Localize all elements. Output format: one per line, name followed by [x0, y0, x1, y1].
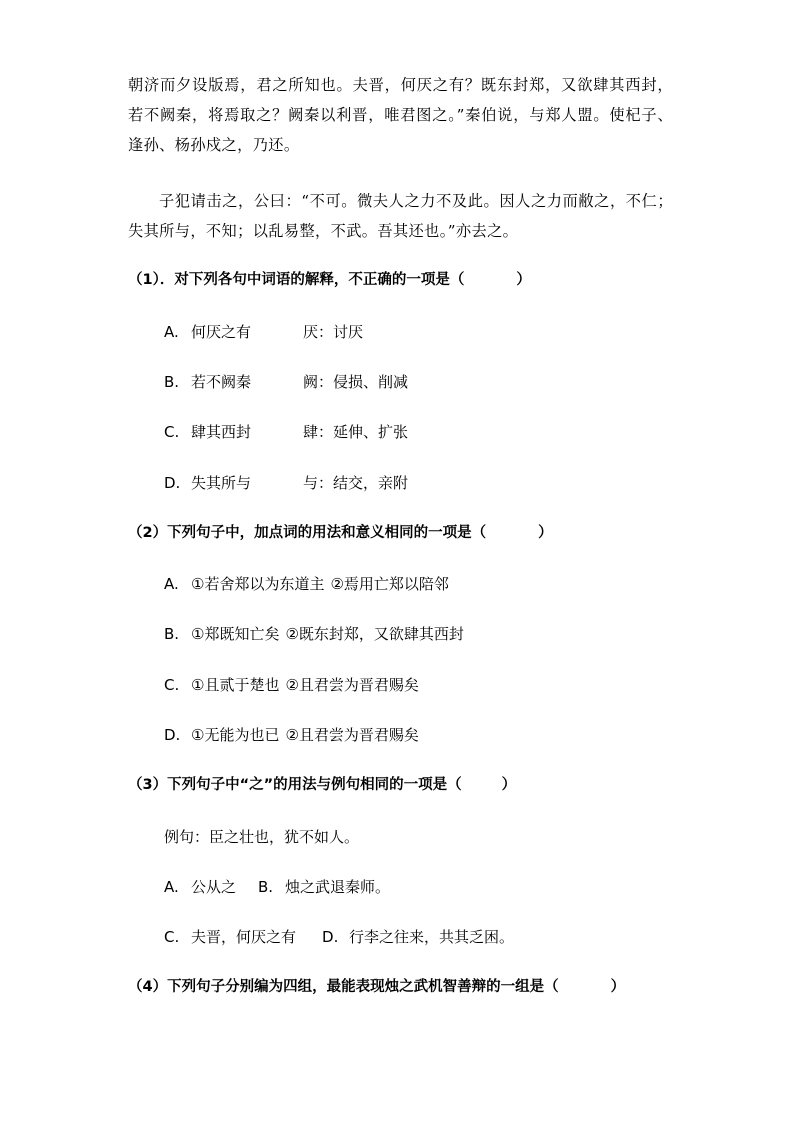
option-meaning: 阙：侵损、削减 [303, 373, 409, 391]
question-3-text: （3）下列句子中“之”的用法与例句相同的一项是（ [128, 777, 462, 793]
question-1-option-d [164, 471, 408, 495]
option-meaning: 厌：讨厌 [303, 323, 364, 341]
option-second: ②既东封郑，又欲肆其西封 [285, 625, 464, 643]
option-letter: C. [164, 676, 180, 694]
option-first: ①郑既知亡矣 [191, 625, 280, 643]
passage-paragraph-2: 子犯请击之，公曰：“不可。微夫人之力不及此。因人之力而敝之，不仁；失其所与，不知；以乱易整，不武。吾其还也。”亦去之。 [128, 192, 673, 240]
question-2-close: ） [538, 525, 553, 541]
option-letter: A. [164, 575, 179, 593]
question-3-close: ） [501, 777, 517, 793]
option-text: 烛之武退秦师。 [285, 878, 391, 896]
option-letter: B. [164, 373, 180, 391]
question-2-option-b [164, 622, 464, 646]
question-4-close: ） [610, 979, 626, 995]
option-letter: B. [164, 625, 180, 643]
option-phrase: 若不阙秦 [191, 373, 252, 391]
question-1-text: （1）．对下列各句中词语的解释，不正确的一项是（ [128, 272, 465, 288]
question-2-option-c [164, 673, 419, 697]
option-letter: C. [164, 423, 180, 441]
option-letter: B. [258, 878, 274, 896]
option-letter: C. [164, 928, 180, 946]
question-2-option-d [164, 723, 419, 747]
question-1-close: ） [516, 272, 531, 288]
option-phrase: 肆其西封 [191, 423, 252, 441]
question-1-option-a [164, 320, 363, 344]
option-first: ①且贰于楚也 [191, 676, 280, 694]
question-2-title [128, 521, 688, 545]
question-1-option-b [164, 370, 408, 394]
option-letter: A. [164, 878, 179, 896]
question-1-title [128, 268, 688, 292]
option-letter: A. [164, 323, 179, 341]
option-second: ②焉用亡郑以陪邻 [330, 575, 449, 593]
question-1-option-c [164, 420, 408, 444]
option-meaning: 与：结交，亲附 [303, 474, 409, 492]
option-phrase: 何厌之有 [191, 323, 252, 341]
question-3-options-row-1 [164, 875, 390, 899]
question-3-example: 例句：臣之壮也，犹不如人。 [164, 828, 360, 846]
question-3-title [128, 773, 688, 797]
option-text: 夫晋，何厌之有 [191, 928, 297, 946]
passage-paragraph-1: 朝济而夕设版焉，君之所知也。夫晋，何厌之有？既东封郑，又欲肆其西封，若不阙秦，将焉取之？阙秦以利晋，唯君图之。”秦伯说，与郑人盟。使杞子、逢孙、杨孙戍之，乃还。 [128, 76, 673, 154]
option-meaning: 肆：延伸、扩张 [303, 423, 409, 441]
option-second: ②且君尝为晋君赐矣 [285, 726, 419, 744]
option-letter: D. [322, 928, 339, 946]
option-letter: D. [164, 726, 181, 744]
question-4-title [128, 975, 688, 999]
option-second: ②且君尝为晋君赐矣 [285, 676, 419, 694]
option-first: ①若舍郑以为东道主 [191, 575, 325, 593]
question-2-text: （2）下列句子中，加点词的用法和意义相同的一项是（ [128, 525, 487, 541]
question-2-option-a [164, 572, 449, 596]
option-phrase: 失其所与 [191, 474, 252, 492]
option-text: 公从之 [191, 878, 237, 896]
option-text: 行李之往来，共其乏困。 [349, 928, 515, 946]
question-3-options-row-2 [164, 925, 514, 949]
question-4-text: （4）下列句子分别编为四组，最能表现烛之武机智善辩的一组是（ [128, 979, 559, 995]
option-letter: D. [164, 474, 181, 492]
option-first: ①无能为也已 [191, 726, 280, 744]
